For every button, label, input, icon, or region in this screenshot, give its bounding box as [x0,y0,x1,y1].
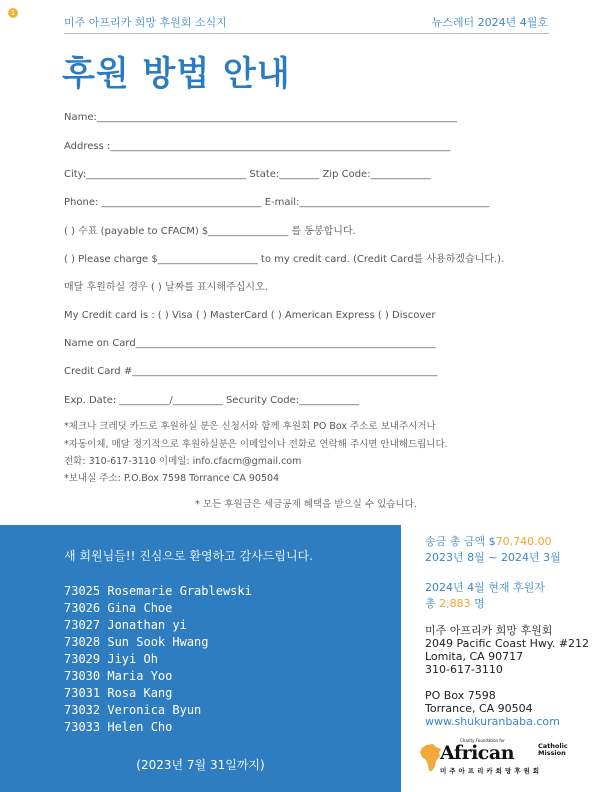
supporters-total-label: 총 [425,597,440,610]
note-auto-transfer: *자동이체, 매달 정기적으로 후원하실분은 이메일이나 전화로 연락해 주시면 안내해드립니다. [64,439,448,450]
total-remittance-amount: 70,740.00 [495,535,552,548]
header-divider [64,33,549,34]
list-item: 73032 Veronica Byun [64,703,202,717]
logo-mission: Mission [538,749,566,757]
website-link[interactable]: www.shukuranbaba.com [425,715,560,728]
form-monthly-line: 매달 후원하실 경우 ( ) 날짜를 표시해주십시오. [64,282,268,293]
form-card-type-line: My Credit card is : ( ) Visa ( ) MasterCard ( ) American Express ( ) Discover [64,310,436,321]
org-address-line2: Lomita, CA 90717 [425,650,524,663]
org-phone: 310-617-3110 [425,663,503,676]
total-remittance-label: 송금 총 금액 $ [425,535,496,548]
list-item: 73031 Rosa Kang [64,686,173,700]
list-item: 73033 Helen Cho [64,720,173,734]
page-title: 후원 방법 안내 [62,54,291,94]
logo-charity-text: Charity Foundation for [460,738,505,743]
total-remittance [425,535,552,549]
list-item: 73025 Rosemarie Grablewski [64,584,252,598]
newsletter-issue-header: 뉴스레터 2024년 4월호 [431,16,548,29]
logo-korean-name: 미주아프리카희망후원회 [440,767,543,775]
form-address-line: Address :____________________________________________________________________ [64,141,451,152]
africa-map-icon [420,744,442,772]
note-contact: 전화: 310-617-3110 이메일: info.cfacm@gmail.com [64,456,302,467]
list-item: 73026 Gina Choe [64,601,173,615]
logo-catholic: Catholic [538,742,568,750]
form-exp-date-line: Exp. Date: __________/__________ Security Code:____________ [64,395,360,406]
list-item: 73027 Jonathan yi [64,618,187,632]
member-period-note: (2023년 7월 31일까지) [136,758,265,772]
newsletter-org-header: 미주 아프리카 희망 후원회 소식지 [64,16,227,29]
supporters-total [425,597,485,611]
form-city-line: City:________________________________ State:________ Zip Code:____________ [64,169,431,180]
org-address-line1: 2049 Pacific Coast Hwy. #212 [425,637,590,650]
list-item: 73028 Sun Sook Hwang [64,635,209,649]
form-name-on-card-line: Name on Card____________________________________________________________ [64,338,436,349]
po-box-city: Torrance, CA 90504 [425,702,533,715]
form-phone-line: Phone: ________________________________ E-mail:______________________________________ [64,197,490,208]
supporters-unit: 명 [470,597,485,610]
note-mail-instructions: *체크나 크레딧 카드로 후원하실 분은 신청서와 함께 후원회 PO Box 주소로 보내주시거나 [64,421,436,432]
list-item: 73030 Maria Yoo [64,669,173,683]
new-member-list [64,583,252,736]
remittance-period: 2023년 8월 ~ 2024년 3월 [425,551,561,564]
page-number-badge: 1 [8,8,18,18]
logo-catholic-mission [538,743,568,757]
note-mailing-address: *보내실 주소: P.O.Box 7598 Torrance CA 90504 [64,473,280,484]
organization-logo [420,738,580,780]
tax-deduction-note: * 모든 후원금은 세금공제 혜택을 받으실 수 있습니다. [195,499,417,510]
form-charge-line: ( ) Please charge $____________________ to my credit card. (Credit Card를 사용하겠습니다.). [64,254,505,265]
list-item: 73029 Jiyi Oh [64,652,158,666]
org-name: 미주 아프리카 희망 후원회 [425,624,553,637]
po-box: PO Box 7598 [425,689,496,702]
logo-wordmark: African [440,742,515,764]
supporters-heading: 2024년 4월 현재 후원자 [425,581,545,594]
form-card-number-line: Credit Card #_____________________________________________________________ [64,366,438,377]
welcome-heading: 새 회원님들!! 진심으로 환영하고 감사드립니다. [64,549,313,563]
form-check-line: ( ) 수표 (payable to CFACM) $________________ 를 동봉합니다. [64,226,356,237]
form-name-line: Name:________________________________________________________________________ [64,112,457,123]
supporters-count: 2,883 [439,597,471,610]
